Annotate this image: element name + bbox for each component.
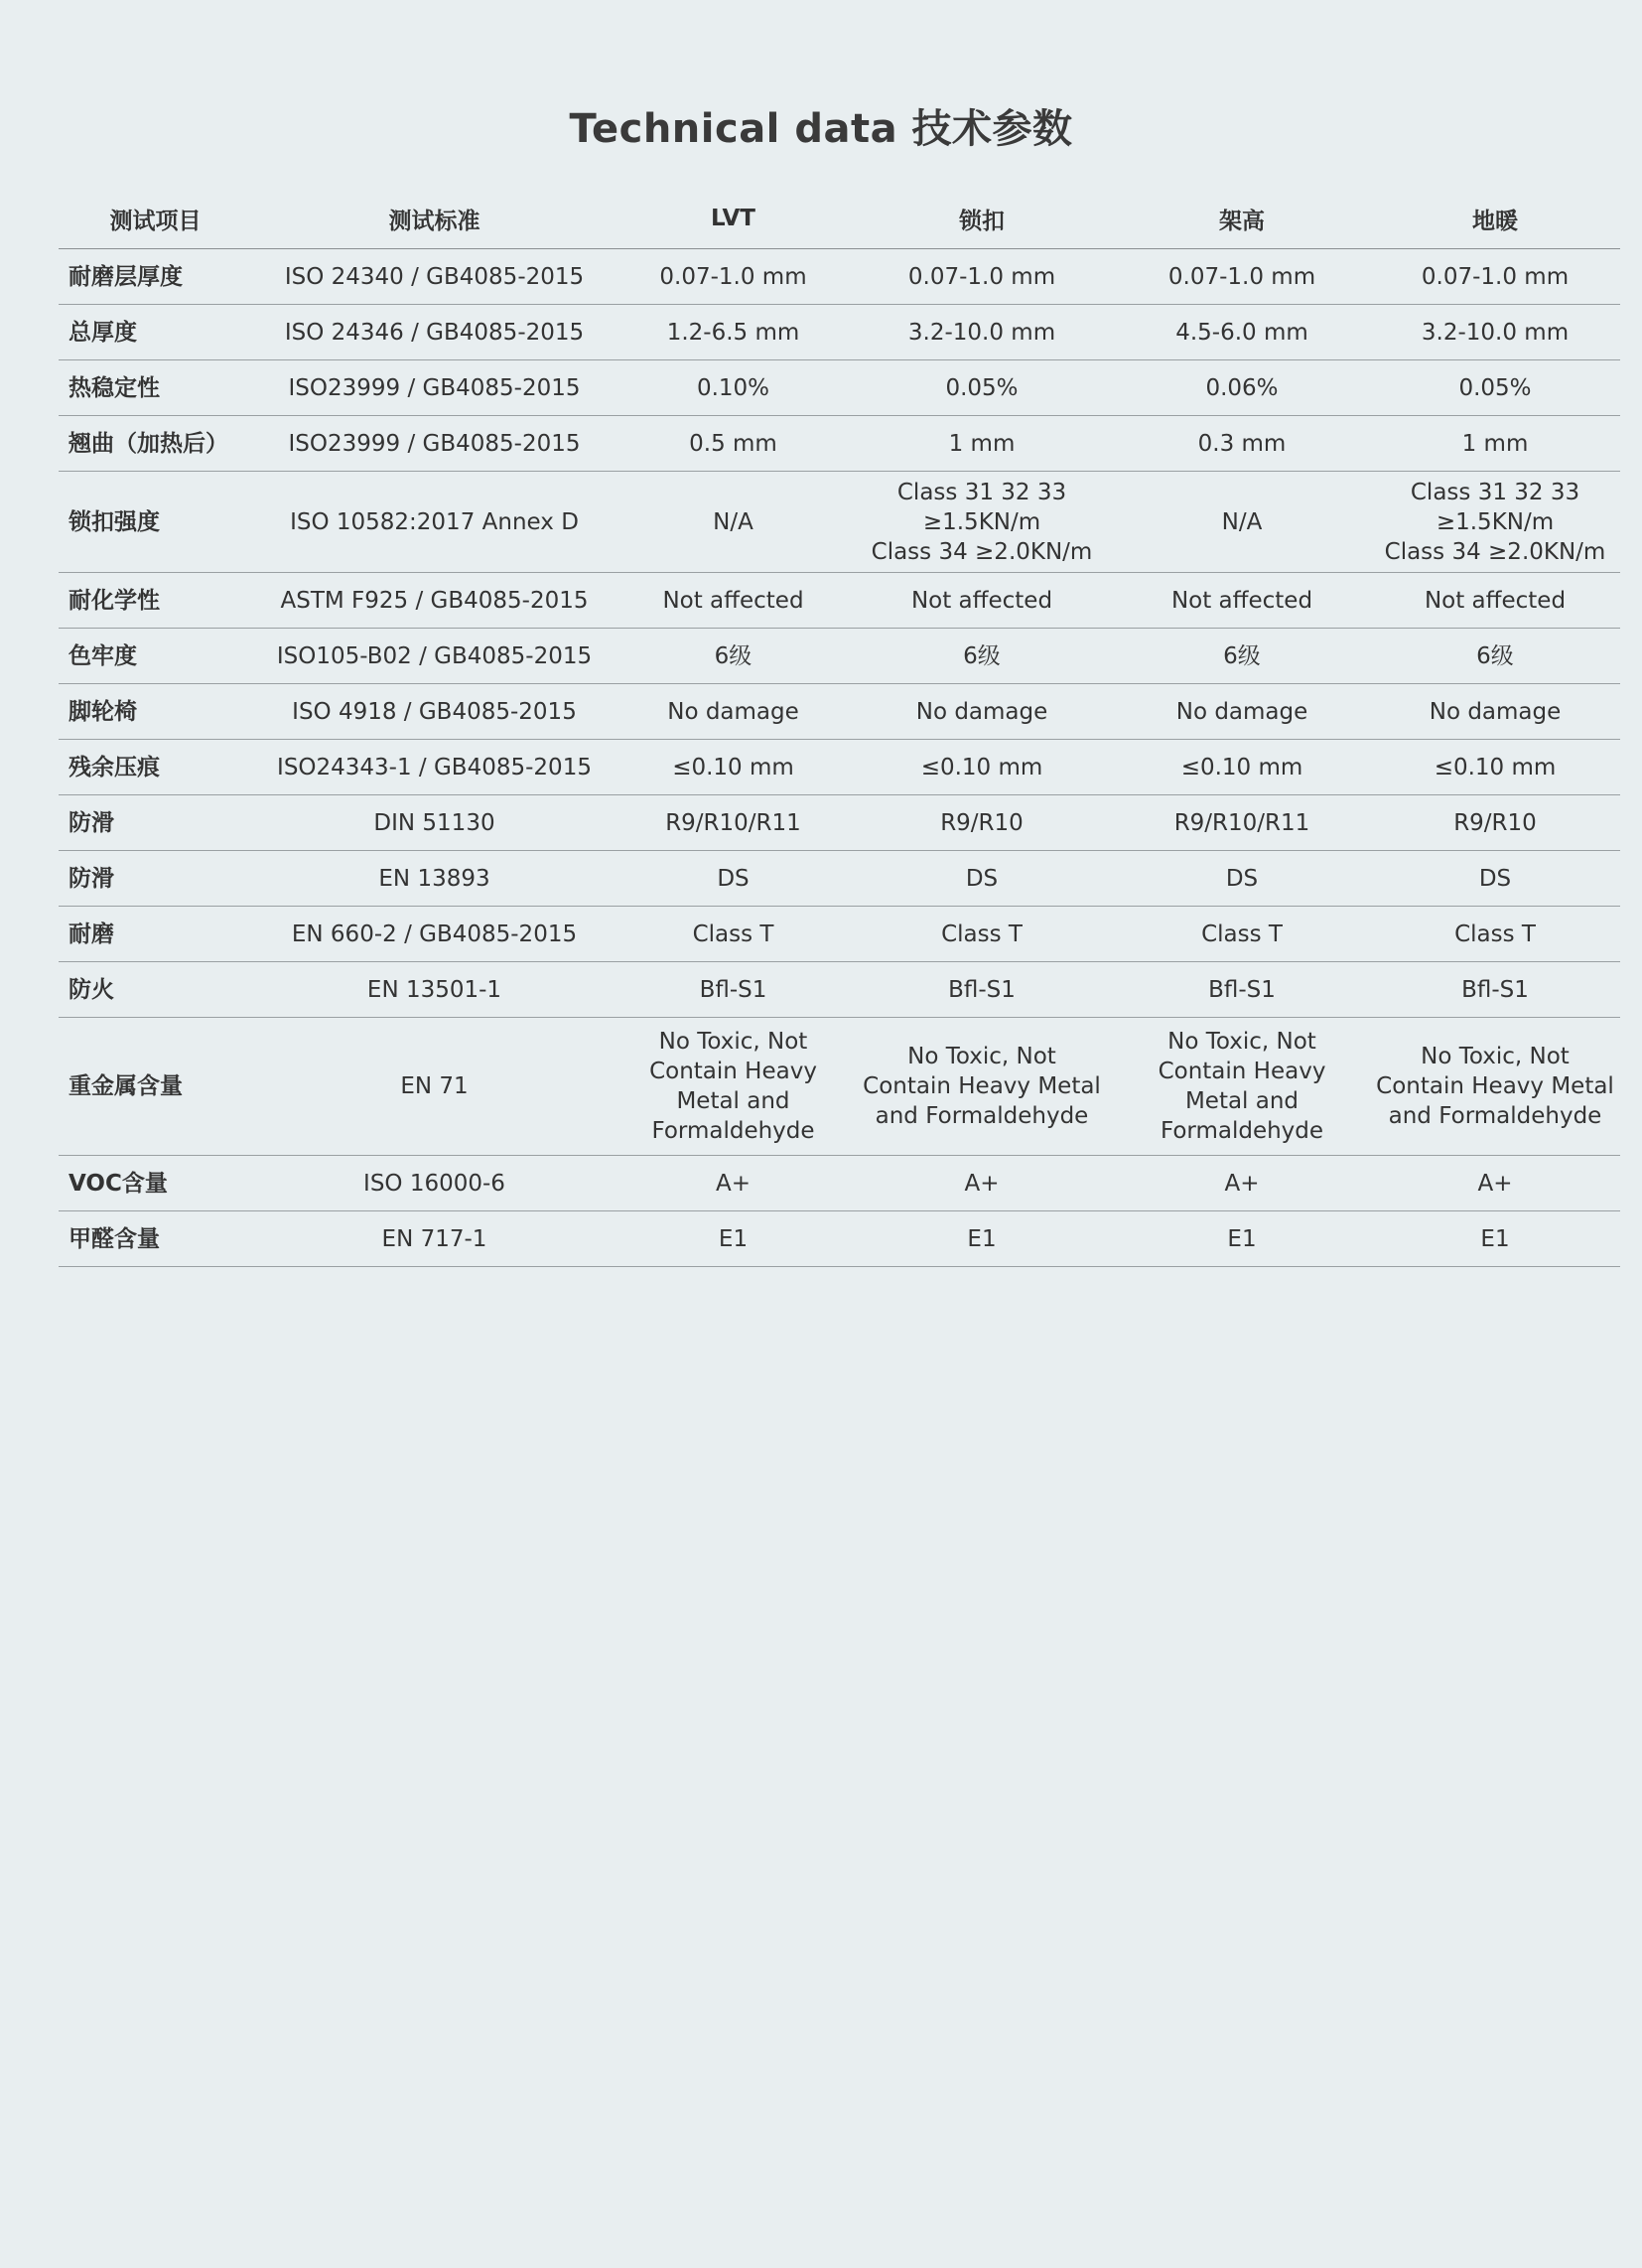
cell-line: and Formaldehyde (1388, 1103, 1602, 1129)
cell-test-standard: EN 660-2 / GB4085-2015 (252, 907, 616, 962)
cell-floor-heating (1370, 1018, 1620, 1156)
cell-lvt: 0.5 mm (616, 416, 850, 472)
table-row (59, 740, 1620, 795)
table-row (59, 416, 1620, 472)
cell-line: Metal and (676, 1088, 790, 1114)
cell-test-item: 甲醛含量 (59, 1211, 252, 1267)
cell-click-lock: No damage (850, 684, 1114, 740)
cell-line: No Toxic, Not (907, 1044, 1056, 1069)
cell-click-lock: Not affected (850, 573, 1114, 629)
cell-raised: 6级 (1114, 629, 1370, 684)
cell-test-standard: DIN 51130 (252, 795, 616, 851)
cell-raised: E1 (1114, 1211, 1370, 1267)
cell-floor-heating: 0.07-1.0 mm (1370, 249, 1620, 305)
cell-line: Contain Heavy Metal (863, 1073, 1101, 1099)
cell-click-lock: Class T (850, 907, 1114, 962)
cell-raised: ≤0.10 mm (1114, 740, 1370, 795)
cell-floor-heating: 0.05% (1370, 360, 1620, 416)
header-floor-heating: 地暖 (1370, 189, 1620, 249)
cell-test-item: 热稳定性 (59, 360, 252, 416)
cell-floor-heating: 1 mm (1370, 416, 1620, 472)
cell-line: Class 34 ≥2.0KN/m (1384, 538, 1606, 565)
cell-line: No Toxic, Not (1167, 1029, 1316, 1055)
cell-raised: 4.5-6.0 mm (1114, 305, 1370, 360)
cell-test-standard: ISO23999 / GB4085-2015 (252, 360, 616, 416)
cell-raised: R9/R10/R11 (1114, 795, 1370, 851)
cell-line: No Toxic, Not (1421, 1044, 1570, 1069)
cell-line: Contain Heavy Metal (1376, 1073, 1614, 1099)
cell-raised (1114, 1018, 1370, 1156)
header-test-item: 测试项目 (59, 189, 252, 249)
cell-click-lock: 1 mm (850, 416, 1114, 472)
table-row (59, 1156, 1620, 1211)
cell-line: Class 31 32 33 (896, 479, 1067, 505)
cell-click-lock (850, 472, 1114, 573)
cell-raised: A+ (1114, 1156, 1370, 1211)
table-row (59, 684, 1620, 740)
cell-floor-heating (1370, 472, 1620, 573)
cell-floor-heating: E1 (1370, 1211, 1620, 1267)
cell-test-standard: ISO 16000-6 (252, 1156, 616, 1211)
cell-raised: Class T (1114, 907, 1370, 962)
cell-raised: 0.3 mm (1114, 416, 1370, 472)
cell-test-standard: ISO 4918 / GB4085-2015 (252, 684, 616, 740)
cell-raised: N/A (1114, 472, 1370, 573)
cell-floor-heating: 3.2-10.0 mm (1370, 305, 1620, 360)
cell-test-standard: ISO 24340 / GB4085-2015 (252, 249, 616, 305)
cell-click-lock: 6级 (850, 629, 1114, 684)
cell-floor-heating: 6级 (1370, 629, 1620, 684)
table-row (59, 962, 1620, 1018)
cell-line: Class 31 32 33 (1410, 479, 1580, 505)
cell-test-item: 耐磨层厚度 (59, 249, 252, 305)
cell-line: Contain Heavy (1158, 1059, 1326, 1084)
cell-test-item: 防火 (59, 962, 252, 1018)
cell-test-item: 防滑 (59, 795, 252, 851)
cell-lvt: 0.07-1.0 mm (616, 249, 850, 305)
table-row (59, 305, 1620, 360)
table-row (59, 907, 1620, 962)
cell-test-standard: ASTM F925 / GB4085-2015 (252, 573, 616, 629)
cell-line: Formaldehyde (651, 1118, 815, 1144)
cell-test-item: VOC含量 (59, 1156, 252, 1211)
cell-click-lock: DS (850, 851, 1114, 907)
cell-click-lock: 3.2-10.0 mm (850, 305, 1114, 360)
cell-raised: Not affected (1114, 573, 1370, 629)
cell-lvt: R9/R10/R11 (616, 795, 850, 851)
cell-test-standard: ISO24343-1 / GB4085-2015 (252, 740, 616, 795)
cell-lvt: No damage (616, 684, 850, 740)
cell-raised: Bfl-S1 (1114, 962, 1370, 1018)
cell-floor-heating: Bfl-S1 (1370, 962, 1620, 1018)
cell-lvt: DS (616, 851, 850, 907)
cell-test-standard: ISO23999 / GB4085-2015 (252, 416, 616, 472)
cell-test-standard: ISO 24346 / GB4085-2015 (252, 305, 616, 360)
cell-test-standard: ISO105-B02 / GB4085-2015 (252, 629, 616, 684)
cell-click-lock: ≤0.10 mm (850, 740, 1114, 795)
cell-click-lock (850, 1018, 1114, 1156)
cell-test-item: 色牢度 (59, 629, 252, 684)
cell-test-item: 残余压痕 (59, 740, 252, 795)
cell-lvt: 0.10% (616, 360, 850, 416)
table-row (59, 249, 1620, 305)
cell-test-item: 防滑 (59, 851, 252, 907)
cell-test-item: 耐化学性 (59, 573, 252, 629)
cell-click-lock: 0.05% (850, 360, 1114, 416)
table-row (59, 360, 1620, 416)
cell-test-item: 锁扣强度 (59, 472, 252, 573)
cell-line: Metal and (1184, 1088, 1300, 1114)
cell-line: ≥1.5KN/m (922, 508, 1041, 535)
cell-lvt: Bfl-S1 (616, 962, 850, 1018)
cell-line: and Formaldehyde (875, 1103, 1089, 1129)
cell-click-lock: 0.07-1.0 mm (850, 249, 1114, 305)
cell-click-lock: E1 (850, 1211, 1114, 1267)
cell-test-standard: EN 13501-1 (252, 962, 616, 1018)
cell-click-lock: R9/R10 (850, 795, 1114, 851)
cell-lvt: Not affected (616, 573, 850, 629)
cell-line: ≥1.5KN/m (1436, 508, 1555, 535)
technical-data-table (59, 189, 1620, 1267)
cell-floor-heating: DS (1370, 851, 1620, 907)
table-body (59, 249, 1620, 1267)
cell-raised: DS (1114, 851, 1370, 907)
cell-line: No Toxic, Not (658, 1029, 808, 1055)
header-test-standard: 测试标准 (252, 189, 616, 249)
cell-floor-heating: R9/R10 (1370, 795, 1620, 851)
cell-floor-heating: A+ (1370, 1156, 1620, 1211)
cell-floor-heating: ≤0.10 mm (1370, 740, 1620, 795)
table-row (59, 851, 1620, 907)
cell-floor-heating: No damage (1370, 684, 1620, 740)
cell-test-standard: ISO 10582:2017 Annex D (252, 472, 616, 573)
page-title: Technical data 技术参数 (569, 106, 1073, 152)
table-header-row (59, 189, 1620, 249)
cell-lvt: A+ (616, 1156, 850, 1211)
cell-test-standard: EN 71 (252, 1018, 616, 1156)
cell-test-item: 翘曲（加热后） (59, 416, 252, 472)
cell-test-item: 重金属含量 (59, 1018, 252, 1156)
cell-lvt: 1.2-6.5 mm (616, 305, 850, 360)
table-row (59, 795, 1620, 851)
cell-lvt (616, 1018, 850, 1156)
cell-raised: 0.07-1.0 mm (1114, 249, 1370, 305)
header-click-lock: 锁扣 (850, 189, 1114, 249)
header-lvt: LVT (616, 189, 850, 249)
cell-test-standard: EN 13893 (252, 851, 616, 907)
table-row (59, 573, 1620, 629)
cell-test-item: 耐磨 (59, 907, 252, 962)
cell-line: Formaldehyde (1160, 1118, 1324, 1144)
cell-floor-heating: Not affected (1370, 573, 1620, 629)
cell-floor-heating: Class T (1370, 907, 1620, 962)
cell-lvt: 6级 (616, 629, 850, 684)
header-raised: 架高 (1114, 189, 1370, 249)
table-row (59, 472, 1620, 573)
cell-lvt: Class T (616, 907, 850, 962)
table-row (59, 629, 1620, 684)
cell-test-item: 总厚度 (59, 305, 252, 360)
cell-test-standard: EN 717-1 (252, 1211, 616, 1267)
table-row (59, 1018, 1620, 1156)
cell-line: Class 34 ≥2.0KN/m (871, 538, 1093, 565)
table-row (59, 1211, 1620, 1267)
cell-test-item: 脚轮椅 (59, 684, 252, 740)
cell-lvt: ≤0.10 mm (616, 740, 850, 795)
cell-click-lock: A+ (850, 1156, 1114, 1211)
cell-raised: 0.06% (1114, 360, 1370, 416)
cell-raised: No damage (1114, 684, 1370, 740)
cell-lvt: N/A (616, 472, 850, 573)
cell-line: Contain Heavy (649, 1059, 817, 1084)
cell-click-lock: Bfl-S1 (850, 962, 1114, 1018)
cell-lvt: E1 (616, 1211, 850, 1267)
